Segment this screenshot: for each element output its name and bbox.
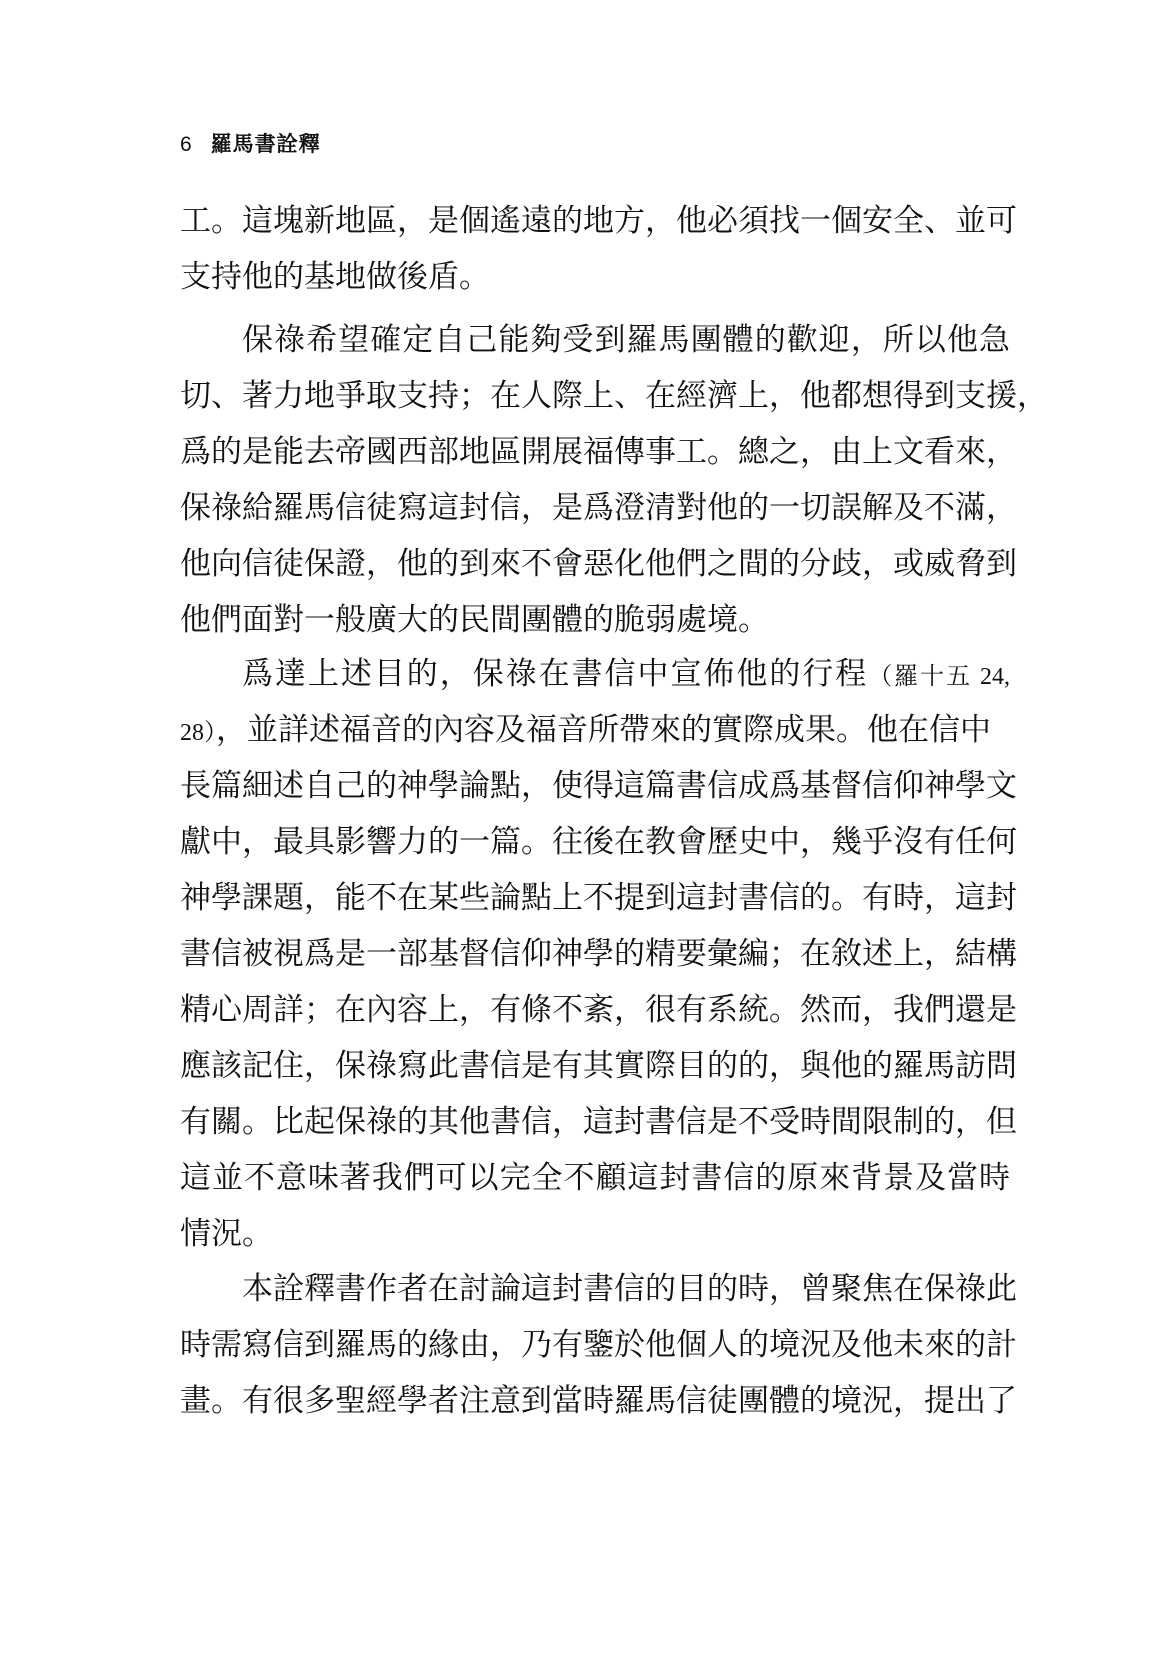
text-line: 支持他的基地做後盾。 [180, 259, 490, 295]
text-line: 他們面對一般廣大的民間團體的脆弱處境。 [180, 602, 769, 638]
text-line: 神學課題，能不在某些論點上不提到這封書信的。有時，這封 [180, 880, 1017, 916]
text-line: 精心周詳；在內容上，有條不紊，很有系統。然而，我們還是 [180, 992, 1017, 1028]
text-segment: 爲達上述目的，保祿在書信中宣佈他的行程 [242, 656, 869, 692]
scripture-reference: 28） [180, 720, 216, 746]
paragraph-2 [180, 312, 1048, 648]
paragraph-4 [180, 1261, 1017, 1429]
text-line [180, 646, 1010, 702]
text-line [180, 702, 1010, 758]
text-line: 保祿給羅馬信徒寫這封信，是爲澄清對他的一切誤解及不滿， [180, 490, 1017, 526]
paragraph-1 [180, 193, 1017, 305]
paragraph-3 [180, 646, 1017, 1262]
text-line: 他向信徒保證，他的到來不會惡化他們之間的分歧，或威脅到 [180, 546, 1017, 582]
text-line: 獻中，最具影響力的一篇。往後在教會歷史中，幾乎沒有任何 [180, 824, 1017, 860]
text-line: 時需寫信到羅馬的緣由，乃有鑒於他個人的境況及他未來的計 [180, 1327, 1017, 1363]
book-title: 羅馬書詮釋 [210, 133, 321, 156]
text-line: 工。這塊新地區，是個遙遠的地方，他必須找一個安全、並可 [180, 203, 1017, 239]
text-segment: ，並詳述福音的內容及福音所帶來的實際成果。他在信中 [216, 712, 991, 748]
text-line: 切、著力地爭取支持；在人際上、在經濟上，他都想得到支援， [180, 378, 1048, 414]
page-number: 6 [180, 133, 193, 156]
text-line: 保祿希望確定自己能夠受到羅馬團體的歡迎，所以他急 [242, 322, 1010, 358]
text-line: 應該記住，保祿寫此書信是有其實際目的的，與他的羅馬訪問 [180, 1048, 1017, 1084]
text-line: 長篇細述自己的神學論點，使得這篇書信成爲基督信仰神學文 [180, 768, 1017, 804]
text-line: 畫。有很多聖經學者注意到當時羅馬信徒團體的境況，提出了 [180, 1383, 1017, 1419]
scripture-reference: （羅十五 24, [868, 664, 1011, 690]
text-line: 本詮釋書作者在討論這封書信的目的時，曾聚焦在保祿此 [242, 1271, 1017, 1307]
text-line: 有關。比起保祿的其他書信，這封書信是不受時間限制的，但 [180, 1104, 1017, 1140]
text-line: 這並不意味著我們可以完全不顧這封書信的原來背景及當時 [180, 1160, 1010, 1196]
running-head [180, 128, 321, 158]
text-line: 情況。 [180, 1216, 273, 1252]
text-line: 書信被視爲是一部基督信仰神學的精要彙編；在敘述上，結構 [180, 936, 1017, 972]
text-line: 爲的是能去帝國西部地區開展福傳事工。總之，由上文看來， [180, 434, 1017, 470]
